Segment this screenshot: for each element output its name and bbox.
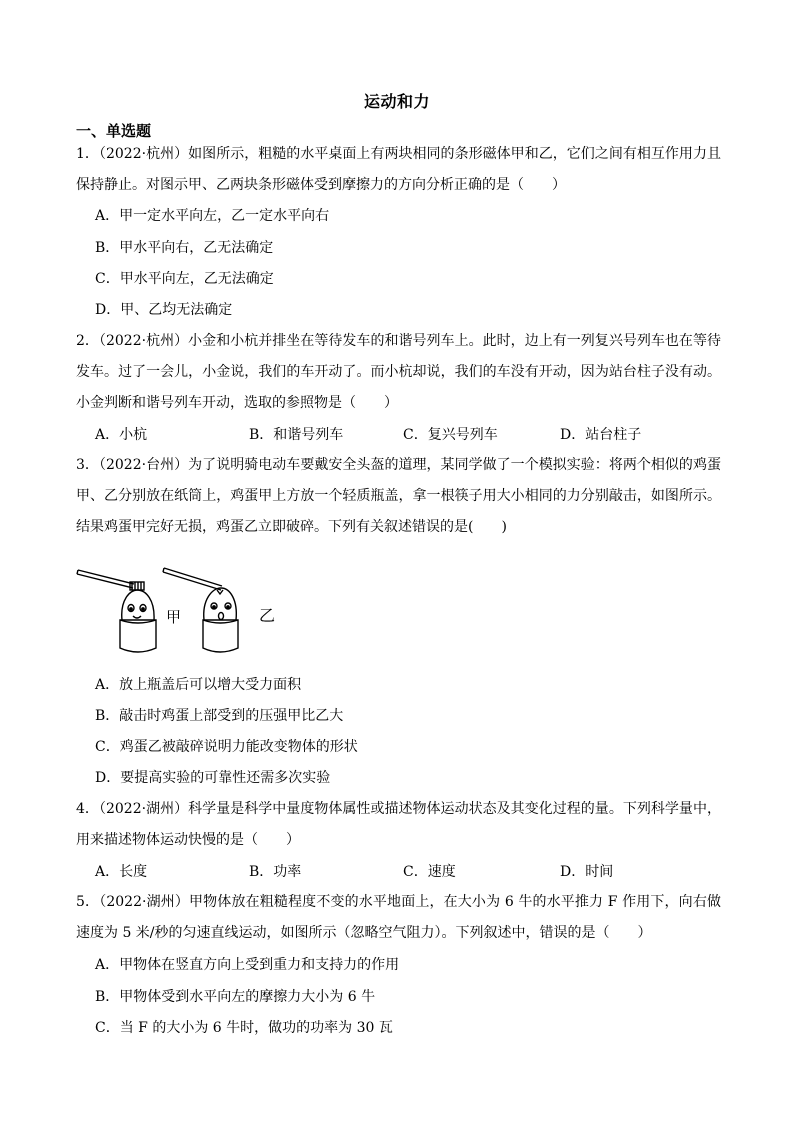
option-4c: C．速度 [403, 864, 456, 880]
option-4a: A．长度 [95, 864, 148, 880]
question-number: 1． [76, 146, 99, 162]
question-source: （2022·杭州） [98, 146, 189, 162]
label-yi: 乙 [259, 606, 276, 625]
question-number: 5． [76, 894, 100, 910]
question-source: （2022·台州） [98, 457, 189, 473]
question-5 [76, 887, 721, 949]
question-source: （2022·湖州） [98, 801, 189, 817]
chopstick-left [77, 570, 134, 588]
question-source: （2022·杭州） [98, 333, 189, 349]
question-text: 甲物体放在粗糙程度不变的水平地面上，在大小为 6 牛的水平推力 F 作用下，向右做速度为 5 米/秒的匀速直线运动，如图所示（忽略空气阻力）。下列叙述中，错误的是（ ） [76, 894, 721, 941]
question-source: （2022·湖州） [99, 894, 190, 910]
option-1c: C．甲水平向左，乙无法确定 [95, 271, 274, 287]
option-3a: A．放上瓶盖后可以增大受力面积 [95, 677, 302, 693]
question-1 [76, 139, 721, 201]
question-number: 4． [76, 801, 99, 817]
section-heading: 一、单选题 [76, 122, 152, 140]
option-2d: D．站台柱子 [560, 427, 642, 443]
question-number: 2． [76, 333, 99, 349]
option-1d: D．甲、乙均无法确定 [95, 302, 233, 318]
question-text: 科学量是科学中量度物体属性或描述物体运动状态及其变化过程的量。下列科学量中，用来描述物体运动快慢的是（ ） [76, 801, 721, 848]
question-2 [76, 326, 721, 419]
option-2c: C．复兴号列车 [403, 427, 498, 443]
question-text: 如图所示，粗糙的水平桌面上有两块相同的条形磁体甲和乙，它们之间有相互作用力且保持静止。对图示甲、乙两块条形磁体受到摩擦力的方向分析正确的是（ ） [76, 146, 721, 193]
egg-yi [203, 588, 238, 652]
question-text: 小金和小杭并排坐在等待发车的和谐号列车上。此时，边上有一列复兴号列车也在等待发车。过了一会儿，小金说，我们的车开动了。而小杭却说，我们的车没有开动，因为站台柱子没有动。小金判断和谐号列车开动，选取的参照物是（ ） [76, 333, 721, 411]
option-2a: A．小杭 [95, 427, 148, 443]
option-3d: D．要提高实验的可靠性还需多次实验 [95, 770, 331, 786]
option-3b: B．敲击时鸡蛋上部受到的压强甲比乙大 [95, 708, 344, 724]
question-4 [76, 794, 721, 856]
option-1b: B．甲水平向右，乙无法确定 [95, 240, 274, 256]
bottle-cap [130, 582, 144, 590]
option-4b: B．功率 [249, 864, 302, 880]
option-1a: A．甲一定水平向左，乙一定水平向右 [95, 208, 330, 224]
question-number: 3． [76, 457, 99, 473]
option-5c: C．当 F 的大小为 6 牛时，做功的功率为 30 瓦 [95, 1020, 393, 1036]
option-5b: B．甲物体受到水平向左的摩擦力大小为 6 牛 [95, 989, 376, 1005]
question-3 [76, 450, 721, 543]
page-title: 运动和力 [363, 92, 430, 111]
label-jia: 甲 [166, 608, 182, 626]
chopstick-right [163, 568, 222, 590]
option-4d: D．时间 [560, 864, 614, 880]
egg-experiment-figure [72, 560, 312, 670]
option-2b: B．和谐号列车 [249, 427, 344, 443]
option-3c: C．鸡蛋乙被敲碎说明力能改变物体的形状 [95, 739, 358, 755]
egg-jia [120, 590, 156, 652]
question-text: 为了说明骑电动车要戴安全头盔的道理，某同学做了一个模拟实验：将两个相似的鸡蛋甲、乙分别放在纸筒上，鸡蛋甲上方放一个轻质瓶盖，拿一根筷子用大小相同的力分别敲击，如图所示。结果鸡蛋甲完好无损，鸡蛋乙立即破碎。下列有关叙述错误的是( ) [76, 457, 721, 535]
option-5a: A．甲物体在竖直方向上受到重力和支持力的作用 [95, 957, 400, 973]
